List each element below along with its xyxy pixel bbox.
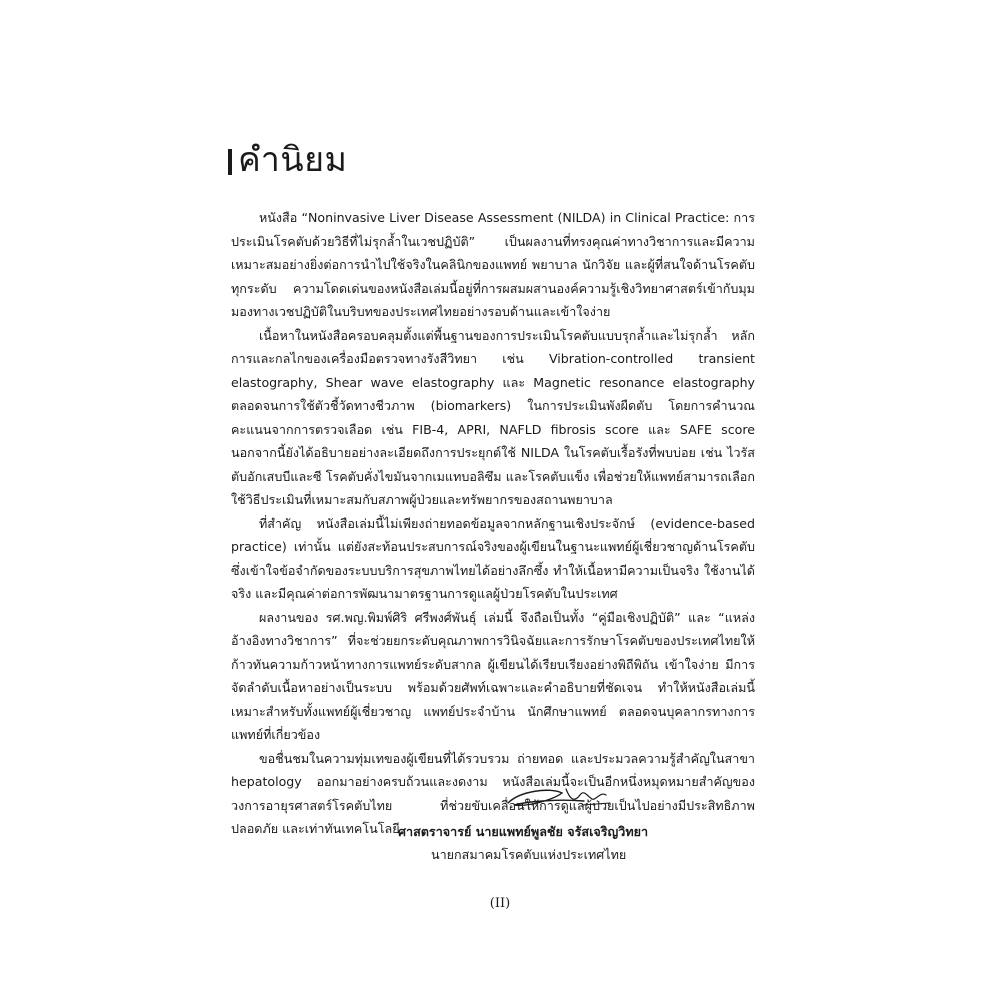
paragraph-5: ขอชื่นชมในความทุ่มเทของผู้เขียนที่ได้รวบรวม ถ่ายทอด และประมวลความรู้สำคัญในสาขา hepatology ออกมาอย่างครบถ้วนและงดงาม หนังสือเล่มนี้จะเป็นอีกหนึ่งหมุดหมายสำคัญของวงการอายุรศาสตร์โรคตับไทย ที่ช่วยขับเคลื่อนให้การดูแลผู้ป่วยเป็นไปอย่างมีประสิทธิภาพ ปลอดภัย และเท่าทันเทคโนโลยี bbox=[231, 750, 755, 836]
page-heading bbox=[228, 140, 347, 180]
paragraph-2: เนื้อหาในหนังสือครอบคลุมตั้งแต่พื้นฐานของการประเมินโรคตับแบบรุกล้ำและไม่รุกล้ำ หลักการและกลไกของเครื่องมือตรวจทางรังสีวิทยา เช่น Vibration-controlled transient elastography, Shear wave elastography และ Magnetic resonance elastography ตลอดจนการใช้ตัวชี้วัดทางชีวภาพ (biomarkers) ในการประเมินพังผืดตับ โดยการคำนวณคะแนนจากการตรวจเลือด เช่น FIB-4, APRI, NAFLD fibrosis score และ SAFE score นอกจากนี้ยังได้อธิบายอย่างละเอียดถึงการประยุกต์ใช้ NILDA ในโรคตับเรื้อรังที่พบบ่อย เช่น ไวรัสตับอักเสบบีและซี โรคตับคั่งไขมันจากเมแทบอลิซึม และโรคตับแข็ง เพื่อช่วยให้แพทย์สามารถเลือกใช้วิธีประเมินที่เหมาะสมกับสภาพผู้ป่วยและทรัพยากรของสถานพยาบาล bbox=[231, 327, 755, 507]
signatory-title: นายกสมาคมโรคตับแห่งประเทศไทย bbox=[431, 847, 627, 862]
paragraph-4: ผลงานของ รศ.พญ.พิมพ์ศิริ ศรีพงศ์พันธุ์ เล่มนี้ จึงถือเป็นทั้ง “คู่มือเชิงปฏิบัติ” และ “แหล่งอ้างอิงทางวิชาการ” ที่จะช่วยยกระดับคุณภาพการวินิจฉัยและการรักษาโรคตับของประเทศไทยให้ก้าวทันความก้าวหน้าทางการแพทย์ระดับสากล ผู้เขียนได้เรียบเรียงอย่างพิถีพิถัน เข้าใจง่าย มีการจัดลำดับเนื้อหาอย่างเป็นระบบ พร้อมด้วยศัพท์เฉพาะและคำอธิบายที่ชัดเจน ทำให้หนังสือเล่มนี้เหมาะสำหรับทั้งแพทย์ผู้เชี่ยวชาญ แพทย์ประจำบ้าน นักศึกษาแพทย์ ตลอดจนบุคลากรทางการแพทย์ที่เกี่ยวข้อง bbox=[231, 609, 755, 742]
paragraph-3: ที่สำคัญ หนังสือเล่มนี้ไม่เพียงถ่ายทอดข้อมูลจากหลักฐานเชิงประจักษ์ (evidence-based practice) เท่านั้น แต่ยังสะท้อนประสบการณ์จริงของผู้เขียนในฐานะแพทย์ผู้เชี่ยวชาญด้านโรคตับซึ่งเข้าใจข้อจำกัดของระบบบริการสุขภาพไทยได้อย่างลึกซึ้ง ทำให้เนื้อหามีความเป็นจริง ใช้งานได้จริง และมีคุณค่าต่อการพัฒนามาตรฐานการดูแลผู้ป่วยโรคตับในประเทศ bbox=[231, 515, 755, 601]
paragraph-1: หนังสือ “Noninvasive Liver Disease Assessment (NILDA) in Clinical Practice: การประเมินโรคตับด้วยวิธีที่ไม่รุกล้ำในเวชปฏิบัติ” เป็นผลงานที่ทรงคุณค่าทางวิชาการและมีความเหมาะสมอย่างยิ่งต่อการนำไปใช้จริงในคลินิกของแพทย์ พยาบาล นักวิจัย และผู้ที่สนใจด้านโรคตับทุกระดับ ความโดดเด่นของหนังสือเล่มนี้อยู่ที่การผสมผสานองค์ความรู้เชิงวิทยาศาสตร์เข้ากับมุมมองทางเวชปฏิบัติในบริบทของประเทศไทยอย่างรอบด้านและเข้าใจง่าย bbox=[231, 210, 755, 319]
handwritten-signature bbox=[500, 777, 620, 817]
foreword-body bbox=[231, 206, 755, 841]
page-number: (II) bbox=[489, 896, 511, 911]
page-title: คำนิยม bbox=[238, 140, 348, 180]
heading-accent-bar bbox=[228, 149, 232, 175]
signatory-name: ศาสตราจารย์ นายแพทย์พูลชัย จรัสเจริญวิทยา bbox=[398, 824, 649, 839]
